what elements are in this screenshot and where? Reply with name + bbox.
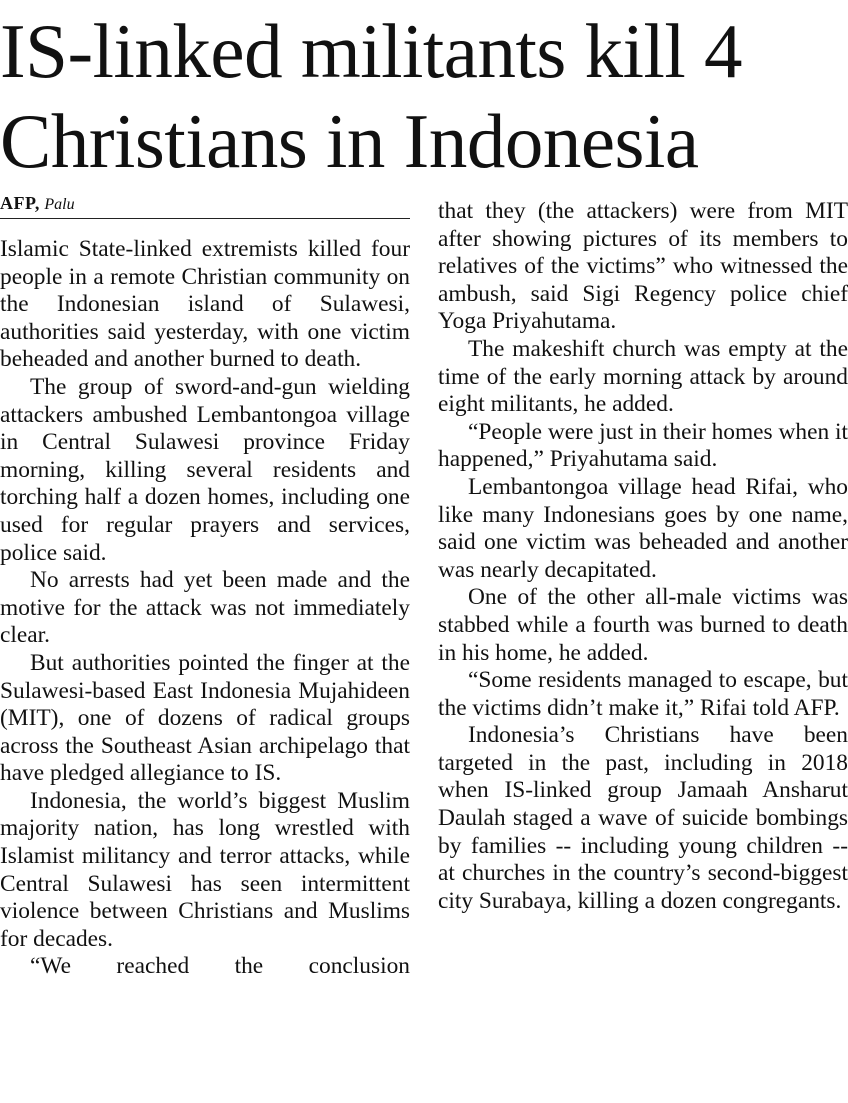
paragraph: Lembantongoa village head Rifai, who like many Indonesians goes by one name, said one victim was beheaded and another was nearly decapitated. — [438, 473, 848, 583]
paragraph: Indonesia, the world’s biggest Muslim majority nation, has long wrestled with Islamist militancy and terror attacks, while Central Sulawesi has seen intermittent violence between Christians and Muslims for decades. — [0, 787, 410, 952]
paragraph: Indonesia’s Christians have been targeted in the past, including in 2018 when IS-linked group Jamaah Ansharut Daulah staged a wave of suicide bombings by families -- including young children -- at churches in the country’s second-biggest city Surabaya, killing a dozen congregants. — [438, 722, 848, 914]
paragraph: Islamic State-linked extremists killed four people in a remote Christian community on the Indonesian island of Sulawesi, authorities said yesterday, with one victim beheaded and another burned to death. — [0, 236, 410, 373]
paragraph: “People were just in their homes when it happened,” Priyahutama said. — [438, 418, 848, 473]
paragraph: One of the other all-male victims was stabbed while a fourth was burned to death in his home, he added. — [438, 584, 848, 666]
headline-line-1: IS-linked militants kill 4 — [0, 8, 742, 94]
paragraph: No arrests had yet been made and the motive for the attack was not immediately clear. — [0, 567, 410, 649]
paragraph: that they (the attackers) were from MIT after showing pictures of its members to relatives of the victims” who witnessed the ambush, said Sigi Regency police chief Yoga Priyahutama. — [438, 198, 848, 335]
paragraph: “We reached the conclusion — [30, 953, 410, 980]
byline-agency: AFP, — [0, 193, 40, 213]
headline — [0, 6, 848, 186]
byline — [0, 190, 410, 219]
paragraph: “Some residents managed to escape, but the victims didn’t make it,” Rifai told AFP. — [438, 667, 848, 721]
headline-line-2: Christians in Indonesia — [0, 98, 699, 184]
byline-place: Palu — [44, 196, 75, 213]
paragraph: The makeshift church was empty at the time of the early morning attack by around eight militants, he added. — [438, 335, 848, 418]
article-column-right — [438, 198, 848, 915]
article-column-left — [0, 236, 410, 981]
paragraph: But authorities pointed the finger at the Sulawesi-based East Indonesia Mujahideen (MIT), one of dozens of radical groups across the Southeast Asian archipelago that have pledged allegiance to IS. — [0, 649, 410, 787]
paragraph: The group of sword-and-gun wielding attackers ambushed Lembantongoa village in Central Sulawesi province Friday morning, killing several residents and torching half a dozen homes, including one used for regular prayers and services, police said. — [0, 373, 410, 566]
